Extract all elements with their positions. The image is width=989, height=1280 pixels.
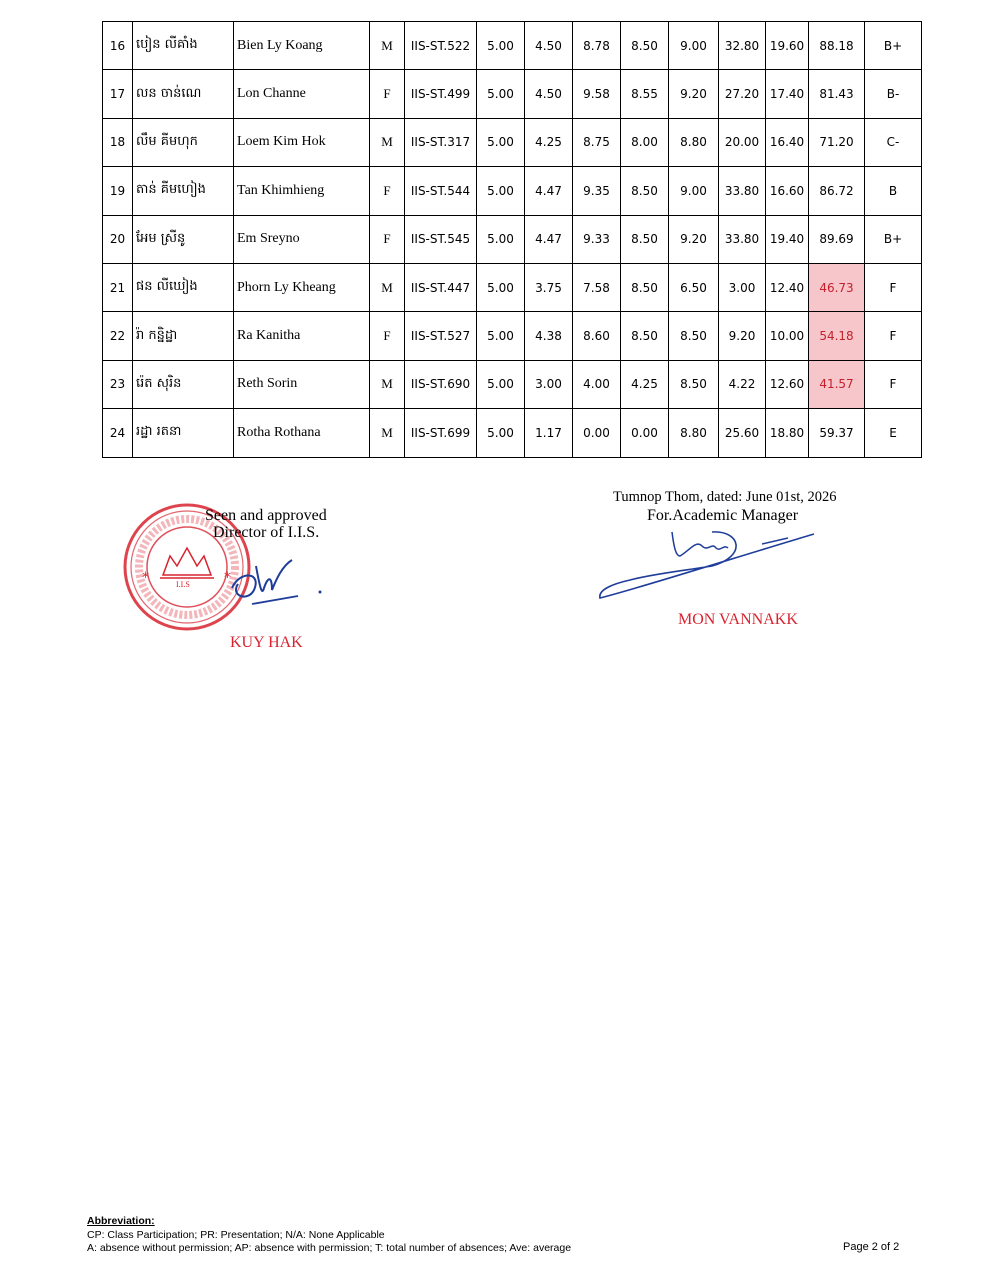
english-name-cell: Loem Kim Hok	[234, 118, 370, 166]
total-score-cell: 54.18	[809, 312, 865, 360]
total-score-cell: 88.18	[809, 22, 865, 70]
total-score-cell: 81.43	[809, 70, 865, 118]
student-id-cell: IIS-ST.522	[405, 22, 477, 70]
abbreviation-line-2: A: absence without permission; AP: absence with permission; T: total number of absences; Ave: average	[87, 1242, 572, 1254]
score-5-cell: 8.50	[669, 312, 719, 360]
sex-cell: F	[370, 70, 405, 118]
khmer-name-cell: អែម ស្រីនូ	[133, 215, 234, 263]
grade-cell: F	[865, 312, 922, 360]
khmer-name-cell: លន ចាន់ណេ	[133, 70, 234, 118]
score-3-cell: 8.60	[573, 312, 621, 360]
row-number-cell: 16	[103, 22, 133, 70]
student-id-cell: IIS-ST.447	[405, 263, 477, 311]
english-name-cell: Phorn Ly Kheang	[234, 263, 370, 311]
sex-cell: M	[370, 409, 405, 457]
total-score-cell: 86.72	[809, 167, 865, 215]
score-1-cell: 5.00	[477, 167, 525, 215]
score-1-cell: 5.00	[477, 22, 525, 70]
sex-cell: F	[370, 167, 405, 215]
score-1-cell: 5.00	[477, 409, 525, 457]
score-6-cell: 27.20	[719, 70, 766, 118]
score-4-cell: 8.00	[621, 118, 669, 166]
score-2-cell: 4.47	[525, 167, 573, 215]
row-number-cell: 20	[103, 215, 133, 263]
khmer-name-cell: លឹម គីមហុក	[133, 118, 234, 166]
score-3-cell: 8.75	[573, 118, 621, 166]
student-id-cell: IIS-ST.545	[405, 215, 477, 263]
sex-cell: F	[370, 312, 405, 360]
khmer-name-cell: រដ្ឋា រតនា	[133, 409, 234, 457]
score-1-cell: 5.00	[477, 263, 525, 311]
score-4-cell: 8.50	[621, 263, 669, 311]
score-7-cell: 18.80	[766, 409, 809, 457]
director-name: KUY HAK	[230, 634, 303, 651]
director-signature	[232, 560, 322, 604]
svg-text:*: *	[142, 570, 149, 586]
score-7-cell: 10.00	[766, 312, 809, 360]
score-3-cell: 9.35	[573, 167, 621, 215]
row-number-cell: 19	[103, 167, 133, 215]
score-6-cell: 3.00	[719, 263, 766, 311]
score-1-cell: 5.00	[477, 118, 525, 166]
total-score-cell: 59.37	[809, 409, 865, 457]
english-name-cell: Rotha Rothana	[234, 409, 370, 457]
score-4-cell: 8.50	[621, 312, 669, 360]
total-score-cell: 71.20	[809, 118, 865, 166]
score-5-cell: 9.00	[669, 22, 719, 70]
date-line: Tumnop Thom, dated: June 01st, 2026	[613, 489, 837, 505]
score-6-cell: 9.20	[719, 312, 766, 360]
score-2-cell: 4.47	[525, 215, 573, 263]
score-6-cell: 33.80	[719, 167, 766, 215]
score-7-cell: 19.40	[766, 215, 809, 263]
khmer-name-cell: រ៉េត សុរិន	[133, 360, 234, 408]
score-2-cell: 4.38	[525, 312, 573, 360]
student-id-cell: IIS-ST.544	[405, 167, 477, 215]
grade-cell: E	[865, 409, 922, 457]
sex-cell: M	[370, 118, 405, 166]
row-number-cell: 24	[103, 409, 133, 457]
total-score-cell: 46.73	[809, 263, 865, 311]
academic-manager-name: MON VANNAKK	[678, 611, 798, 628]
english-name-cell: Bien Ly Koang	[234, 22, 370, 70]
grade-cell: B+	[865, 22, 922, 70]
score-7-cell: 19.60	[766, 22, 809, 70]
score-3-cell: 0.00	[573, 409, 621, 457]
student-id-cell: IIS-ST.690	[405, 360, 477, 408]
row-number-cell: 23	[103, 360, 133, 408]
total-score-cell: 89.69	[809, 215, 865, 263]
grade-cell: B+	[865, 215, 922, 263]
score-3-cell: 9.58	[573, 70, 621, 118]
score-5-cell: 9.00	[669, 167, 719, 215]
abbreviation-footer	[87, 1215, 571, 1256]
english-name-cell: Ra Kanitha	[234, 312, 370, 360]
row-number-cell: 22	[103, 312, 133, 360]
score-5-cell: 6.50	[669, 263, 719, 311]
score-3-cell: 4.00	[573, 360, 621, 408]
svg-text:*: *	[224, 570, 231, 586]
score-2-cell: 3.75	[525, 263, 573, 311]
score-4-cell: 4.25	[621, 360, 669, 408]
english-name-cell: Reth Sorin	[234, 360, 370, 408]
row-number-cell: 17	[103, 70, 133, 118]
score-6-cell: 4.22	[719, 360, 766, 408]
score-4-cell: 8.50	[621, 22, 669, 70]
score-5-cell: 8.50	[669, 360, 719, 408]
score-3-cell: 7.58	[573, 263, 621, 311]
score-1-cell: 5.00	[477, 215, 525, 263]
score-2-cell: 4.50	[525, 22, 573, 70]
student-id-cell: IIS-ST.317	[405, 118, 477, 166]
score-2-cell: 4.50	[525, 70, 573, 118]
page-number: Page 2 of 2	[843, 1241, 900, 1253]
student-id-cell: IIS-ST.527	[405, 312, 477, 360]
khmer-name-cell: ផន លីឃៀង	[133, 263, 234, 311]
score-7-cell: 12.40	[766, 263, 809, 311]
score-7-cell: 12.60	[766, 360, 809, 408]
row-number-cell: 21	[103, 263, 133, 311]
score-5-cell: 8.80	[669, 409, 719, 457]
score-1-cell: 5.00	[477, 70, 525, 118]
khmer-name-cell: តាន់ គីមហៀង	[133, 167, 234, 215]
score-3-cell: 9.33	[573, 215, 621, 263]
student-id-cell: IIS-ST.499	[405, 70, 477, 118]
score-7-cell: 16.40	[766, 118, 809, 166]
student-id-cell: IIS-ST.699	[405, 409, 477, 457]
score-6-cell: 25.60	[719, 409, 766, 457]
score-5-cell: 8.80	[669, 118, 719, 166]
score-4-cell: 8.55	[621, 70, 669, 118]
grade-cell: B-	[865, 70, 922, 118]
sex-cell: M	[370, 22, 405, 70]
score-4-cell: 8.50	[621, 215, 669, 263]
seal-text: I.I.S	[176, 580, 190, 589]
score-3-cell: 8.78	[573, 22, 621, 70]
grade-cell: F	[865, 360, 922, 408]
academic-manager-title: For.Academic Manager	[647, 507, 799, 524]
academic-manager-signature	[600, 532, 814, 598]
score-5-cell: 9.20	[669, 215, 719, 263]
abbreviation-title: Abbreviation:	[87, 1215, 155, 1227]
sex-cell: F	[370, 215, 405, 263]
score-7-cell: 16.60	[766, 167, 809, 215]
abbreviation-line-1: CP: Class Participation; PR: Presentation; N/A: None Applicable	[87, 1228, 385, 1241]
grade-cell: F	[865, 263, 922, 311]
sex-cell: M	[370, 360, 405, 408]
khmer-name-cell: រ៉ា កន្និដ្ឋា	[133, 312, 234, 360]
score-6-cell: 33.80	[719, 215, 766, 263]
sex-cell: M	[370, 263, 405, 311]
total-score-cell: 41.57	[809, 360, 865, 408]
score-5-cell: 9.20	[669, 70, 719, 118]
score-6-cell: 20.00	[719, 118, 766, 166]
score-7-cell: 17.40	[766, 70, 809, 118]
seen-approved-label: Seen and approved	[205, 507, 327, 524]
score-1-cell: 5.00	[477, 360, 525, 408]
score-2-cell: 3.00	[525, 360, 573, 408]
english-name-cell: Tan Khimhieng	[234, 167, 370, 215]
score-2-cell: 4.25	[525, 118, 573, 166]
score-6-cell: 32.80	[719, 22, 766, 70]
score-1-cell: 5.00	[477, 312, 525, 360]
row-number-cell: 18	[103, 118, 133, 166]
score-4-cell: 8.50	[621, 167, 669, 215]
grade-cell: C-	[865, 118, 922, 166]
english-name-cell: Lon Channe	[234, 70, 370, 118]
score-4-cell: 0.00	[621, 409, 669, 457]
director-title: Director of I.I.S.	[213, 524, 320, 541]
grade-cell: B	[865, 167, 922, 215]
english-name-cell: Em Sreyno	[234, 215, 370, 263]
score-2-cell: 1.17	[525, 409, 573, 457]
khmer-name-cell: បៀន លីគាំង	[133, 22, 234, 70]
